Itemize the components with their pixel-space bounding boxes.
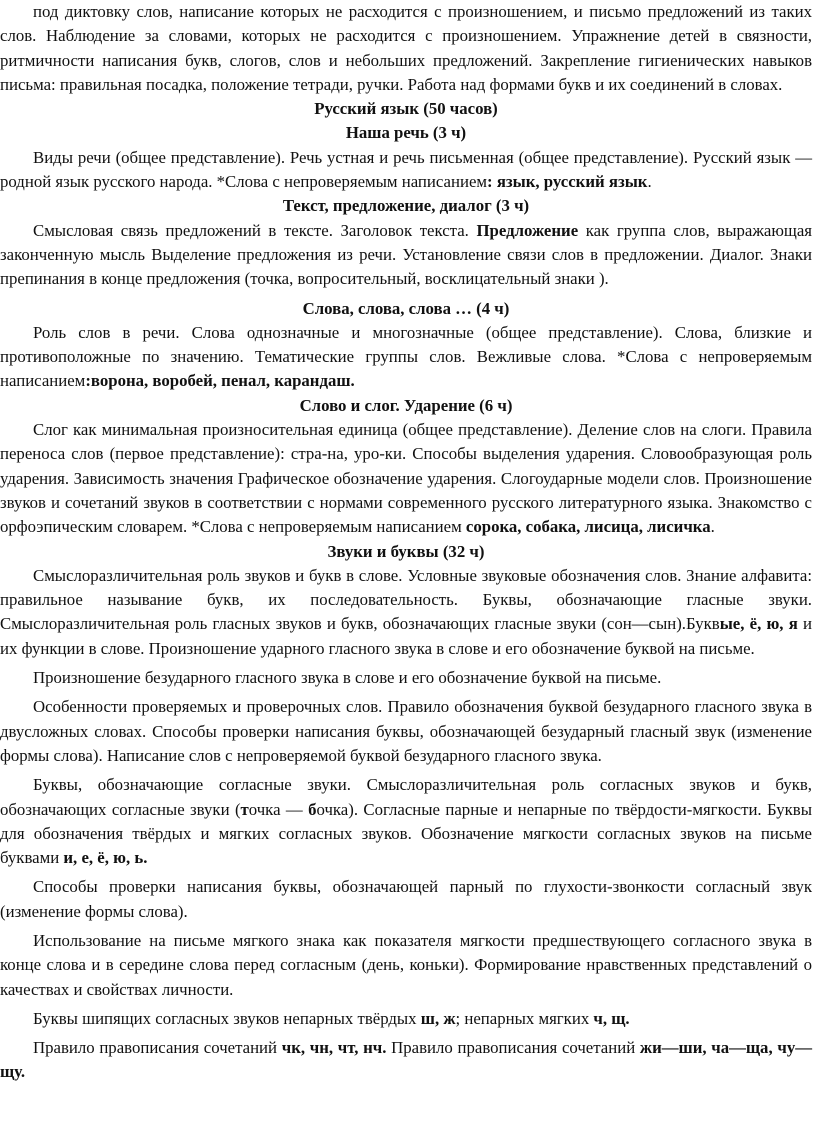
sounds-p7-c: ; непарных мягких	[455, 1008, 594, 1028]
sounds-p8-combos-2: жи—ши, ча—ща, чу—щу.	[0, 1038, 812, 1082]
section-title-sounds-letters: Звуки и буквы (32 ч)	[327, 541, 485, 561]
section-title-text-sentence: Текст, предложение, диалог (3 ч)	[282, 196, 530, 216]
sounds-paragraph-4	[0, 773, 812, 870]
sounds-p4-e: очка). Согласные парные и непарные по твёрдости-мягкости. Буквы для обозначения твёрдых и мягких согласных звуков. Обозначение мягкости согласных звуков на письме буквами	[0, 799, 812, 868]
syllable-text: Слог как минимальная произносительная единица (общее представление). Деление слов на слоги. Правила переноса слов (первое представление): стра-на, уро-ки. Способы выделения ударения. Словообразующая роль ударения. Зависимость значения Графическое обозначение ударения. Слогоударные модели слов. Произношение звуков и сочетаний звуков в соответствии с нормами современного русского литературного языка. Знакомство с орфоэпическим словарем. *Слова с непроверяемым написанием	[0, 420, 812, 537]
section-speech-paragraph	[0, 146, 812, 195]
sounds-p7-soft: ч, щ.	[593, 1008, 630, 1028]
section-syllable-paragraph	[0, 418, 812, 539]
text-part-c: как группа слов, выражающая законченную мысль Выделение предложения из речи. Установление связи слов в предложении. Диалог. Знаки препинания в конце предложения (точка, вопросительный, восклицательный знаки ).	[0, 220, 812, 289]
sounds-paragraph-6: Использование на письме мягкого знака как показателя мягкости предшествующего согласного звука в конце слова и в середине слова перед согласным (день, коньки). Формирование нравственных представлений о качествах и свойствах личности.	[0, 930, 812, 999]
sounds-paragraph-7	[0, 1007, 812, 1031]
syllable-end: .	[710, 517, 715, 537]
sounds-p4-c: очка —	[248, 799, 309, 819]
sounds-p8-combos-1: чк, чн, чт, нч.	[281, 1038, 387, 1058]
speech-end: .	[647, 172, 652, 192]
section-text-paragraph	[0, 219, 812, 292]
section-words-paragraph	[0, 321, 812, 394]
sounds-p1-c: и их функции в слове. Произношение ударного гласного звука в слове и его обозначение буквой на письме.	[0, 614, 812, 658]
sounds-paragraph-1	[0, 564, 812, 661]
text-part-a: Смысловая связь предложений в тексте. Заголовок текста.	[33, 220, 477, 240]
sounds-paragraph-3: Особенности проверяемых и проверочных слов. Правило обозначения буквой безударного гласного звука в двусложных словах. Способы проверки написания буквы, обозначающей безударный гласный звук (изменение формы слова). Написание слов с непроверяемой буквой безударного гласного звука.	[0, 697, 812, 765]
words-text: Роль слов в речи. Слова однозначные и многозначные (общее представление). Слова, близкие и противоположные по значению. Тематические группы слов. Вежливые слова. *Слова с непроверяемым написанием	[0, 322, 812, 391]
text-term-sentence: Предложение	[476, 220, 579, 240]
section-title-syllable-stress: Слово и слог. Ударение (6 ч)	[299, 395, 513, 415]
sounds-p4-a: Буквы, обозначающие согласные звуки. Смыслоразличительная роль согласных звуков и букв, обозначающих согласные звуки (	[0, 775, 812, 819]
sounds-p4-letter-b: б	[308, 799, 317, 819]
sounds-p4-letter-t: т	[240, 799, 249, 819]
sounds-p7-hard: ш, ж	[420, 1008, 456, 1028]
sounds-paragraph-5: Способы проверки написания буквы, обозначающей парный по глухости-звонкости согласный звук (изменение формы слова).	[0, 877, 812, 921]
course-title: Русский язык (50 часов)	[314, 99, 498, 119]
sounds-p8-c: Правило правописания сочетаний	[386, 1038, 640, 1058]
sounds-p8-a: Правило правописания сочетаний	[33, 1038, 282, 1058]
syllable-vocabulary: сорока, собака, лисица, лисичка	[465, 517, 711, 537]
sounds-paragraph-8	[0, 1036, 812, 1085]
sounds-p1-a: Смыслоразличительная роль звуков и букв в слове. Условные звуковые обозначения слов. Знание алфавита: правильное называние букв, их последовательность. Буквы, обозначающие гласные звуки. Смыслоразличительная роль гласных звуков и букв, обозначающих гласные звуки (сон—сын).Букв	[0, 565, 812, 634]
sounds-p4-letters: и, е, ё, ю, ь.	[63, 848, 148, 868]
speech-text: Виды речи (общее представление). Речь устная и речь письменная (общее представление). Русский язык — родной язык русского народа. *Слова с непроверяемым написанием	[0, 147, 812, 192]
sounds-paragraph-2: Произношение безударного гласного звука в слове и его обозначение буквой на письме.	[33, 668, 662, 688]
sounds-p7-a: Буквы шипящих согласных звуков непарных твёрдых	[33, 1008, 421, 1028]
intro-text: под диктовку слов, написание которых не расходится с произношением, и письмо предложений из таких слов. Наблюдение за словами, которых не расходится с произношением. Упражнение детей в связности, ритмичности написания букв, слогов, слов и небольших предложений. Закрепление гигиенических навыков письма: правильная посадка, положение тетради, ручки. Работа над формами букв и их соединений в словах.	[0, 2, 812, 94]
sounds-p1-letters: ые, ё, ю, я	[719, 614, 798, 634]
speech-vocabulary: : язык, русский язык	[487, 172, 648, 192]
intro-paragraph	[0, 0, 812, 97]
words-vocabulary: :ворона, воробей, пенал, карандаш.	[85, 371, 355, 391]
section-title-words: Слова, слова, слова … (4 ч)	[302, 298, 510, 318]
section-title-speech: Наша речь (3 ч)	[345, 123, 467, 143]
